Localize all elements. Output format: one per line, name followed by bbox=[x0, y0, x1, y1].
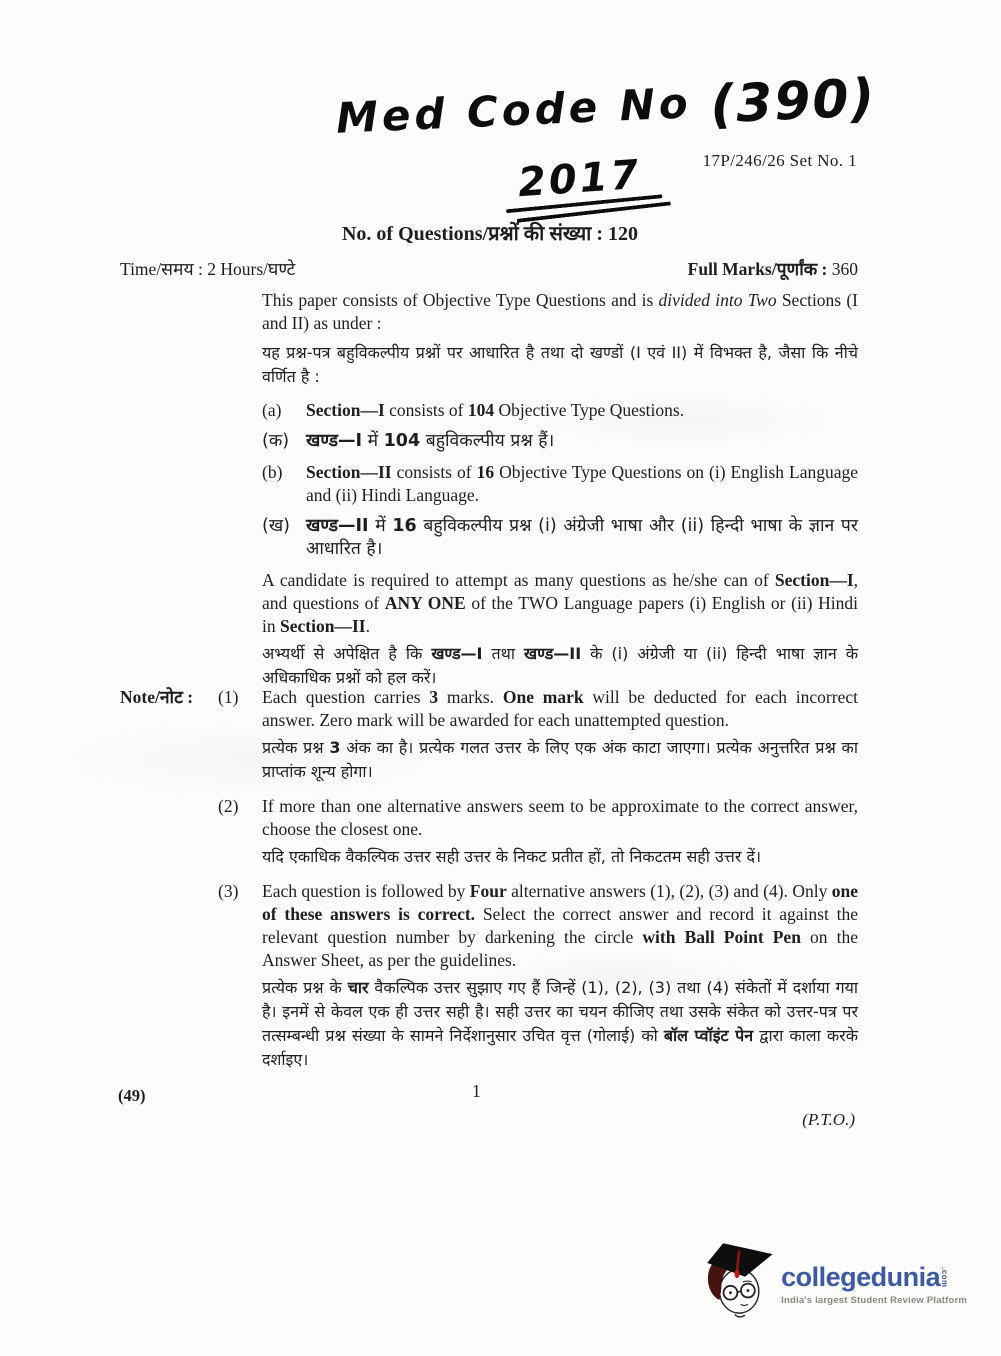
item-marker: (क) bbox=[262, 431, 290, 451]
candidate-paragraph-hindi: अभ्यर्थी से अपेक्षित है कि खण्ड—I तथा खण्ड—II के (i) अंग्रेजी या (ii) हिन्दी भाषा ज्ञान के अधिकाधिक प्रश्नों को हल करें। bbox=[262, 644, 858, 687]
note-item-hindi: यदि एकाधिक वैकल्पिक उत्तर सही उत्तर के निकट प्रतीत हों, तो निकटतम सही उत्तर दें। bbox=[262, 847, 762, 866]
note-item-2 bbox=[218, 795, 858, 869]
note-items bbox=[218, 686, 858, 1083]
collegedunia-logo bbox=[697, 1238, 967, 1330]
handwritten-year-text: 2017 bbox=[516, 151, 643, 207]
mascot-chin bbox=[735, 1315, 745, 1317]
note-item-marker: (3) bbox=[218, 881, 239, 901]
footer-booklet-code: (49) bbox=[118, 1086, 146, 1105]
note-block bbox=[120, 686, 858, 1083]
section-item-kha bbox=[262, 515, 858, 561]
note-item-english: Each question carries 3 marks. One mark will be deducted for each incorrect answer. Zero mark will be awarded for each unattempted question. bbox=[262, 687, 858, 730]
note-item-hindi: प्रत्येक प्रश्न के चार वैकल्पिक उत्तर सुझाए गए हैं जिन्हें (1), (2), (3) तथा (4) संकेतों में दर्शाया गया है। इनमें से केवल एक ही उत्तर सही है। सही उत्तर का चयन कीजिए तथा उसके संकेत को उत्तर-पत्र पर तत्सम्बन्धी प्रश्न संख्या के सामने निर्देशानुसार उचित वृत्त (गोलाई) को बॉल प्वॉइंट पेन द्वारा काला करके दर्शाइए। bbox=[262, 978, 858, 1069]
instructions-block bbox=[120, 289, 858, 690]
item-marker: (a) bbox=[262, 400, 282, 420]
note-item-body bbox=[262, 686, 858, 784]
questions-count-line: No. of Questions/प्रश्नों की संख्या : 120 bbox=[341, 223, 639, 245]
handwritten-med-code bbox=[335, 68, 878, 152]
logo-brand-text: collegedunia bbox=[781, 1262, 941, 1292]
handwritten-code-label: Med Code No bbox=[335, 78, 693, 143]
note-item-body bbox=[262, 880, 858, 1072]
note-item-marker: (1) bbox=[218, 687, 239, 707]
item-text: खण्ड—I में 104 बहुविकल्पीय प्रश्न हैं। bbox=[306, 431, 555, 451]
pto-label: (P.T.O.) bbox=[802, 1110, 855, 1129]
handwritten-code-number: (390) bbox=[709, 68, 878, 136]
note-item-1 bbox=[218, 686, 858, 784]
note-label: Note/नोट : bbox=[120, 687, 194, 707]
item-marker: (ख) bbox=[262, 516, 290, 536]
note-item-hindi: प्रत्येक प्रश्न 3 अंक का है। प्रत्येक गलत उत्तर के लिए एक अंक काटा जाएगा। प्रत्येक अनुत्तरित प्रश्न का प्राप्तांक शून्य होगा। bbox=[262, 738, 858, 781]
intro-paragraph-hindi: यह प्रश्न-पत्र बहुविकल्पीय प्रश्नों पर आधारित है तथा दो खण्डों (I एवं II) में विभक्त है, जैसा कि नीचे वर्णित है : bbox=[262, 343, 858, 386]
collegedunia-mascot-icon bbox=[697, 1238, 777, 1330]
full-marks-label: Full Marks/पूर्णांक : 360 bbox=[687, 259, 858, 279]
note-item-marker: (2) bbox=[218, 796, 239, 816]
candidate-paragraph-english: A candidate is required to attempt as many questions as he/she can of Section—I, and questions of ANY ONE of the TWO Language papers (i) English or (ii) Hindi in Section—II. bbox=[262, 570, 858, 636]
item-text: खण्ड—II में 16 बहुविकल्पीय प्रश्न (i) अंग्रेजी भाषा और (ii) हिन्दी भाषा के ज्ञान पर आधारित है। bbox=[306, 516, 859, 559]
item-text: Section—I consists of 104 Objective Type Questions. bbox=[306, 400, 685, 420]
section-item-ka bbox=[262, 430, 858, 453]
note-item-body bbox=[262, 795, 858, 869]
mascot-tassel-tip bbox=[735, 1269, 740, 1278]
item-marker: (b) bbox=[262, 462, 283, 482]
paper-code: 17P/246/26 Set No. 1 bbox=[702, 151, 857, 170]
logo-tld-text: .com bbox=[940, 1267, 950, 1288]
logo-tagline: India's largest Student Review Platform bbox=[781, 1295, 967, 1306]
time-marks-row bbox=[120, 257, 858, 281]
section-item-a bbox=[262, 399, 858, 422]
item-text: Section—II consists of 16 Objective Type Questions on (i) English Language and (ii) Hindi Language. bbox=[306, 462, 858, 505]
section-item-b bbox=[262, 461, 858, 507]
time-label: Time/समय : 2 Hours/घण्टे bbox=[120, 259, 296, 279]
logo-text bbox=[781, 1262, 967, 1306]
note-item-english: Each question is followed by Four alternative answers (1), (2), (3) and (4). Only one of these answers is correct. Select the correct answer and record it against the relevant question number by darkening the circle with Ball Point Pen on the Answer Sheet, as per the guidelines. bbox=[262, 881, 858, 970]
page-number: 1 bbox=[472, 1081, 481, 1101]
intro-paragraph-english: This paper consists of Objective Type Questions and is divided into Two Sections (I and II) as under : bbox=[262, 290, 859, 333]
note-item-english: If more than one alternative answers seem to be approximate to the correct answer, choose the closest one. bbox=[262, 796, 858, 839]
handwritten-year bbox=[517, 152, 643, 206]
note-item-3 bbox=[218, 880, 858, 1072]
